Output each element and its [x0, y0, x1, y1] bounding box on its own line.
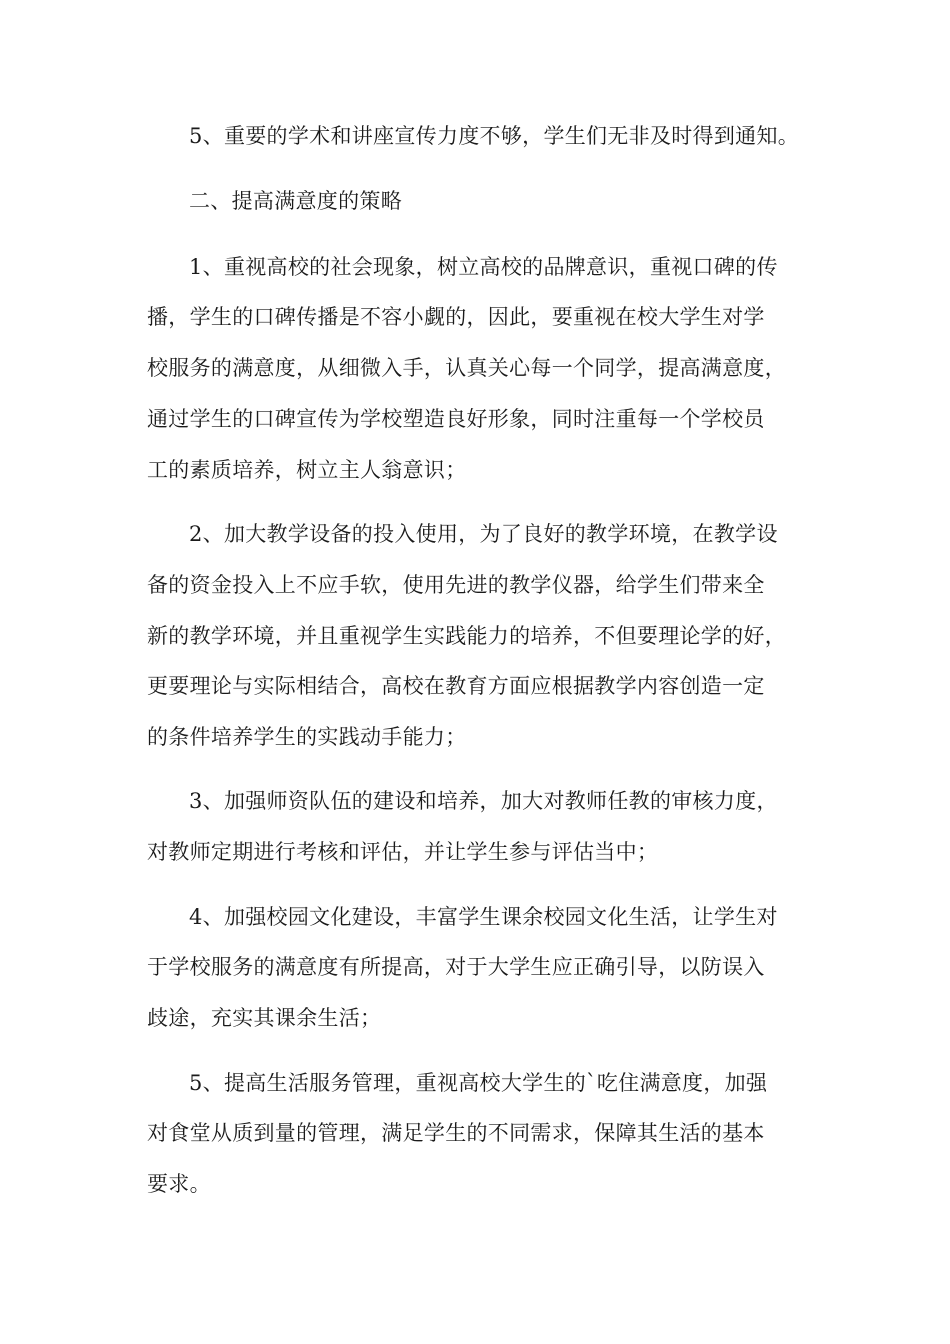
paragraph-line: 备的资金投入上不应手软，使用先进的教学仪器，给学生们带来全 — [147, 573, 765, 597]
paragraph-line: 歧途，充实其课余生活； — [147, 1006, 382, 1030]
paragraph-line: 新的教学环境，并且重视学生实践能力的培养，不但要理论学的好， — [147, 624, 786, 648]
paragraph-line: 工的素质培养，树立主人翁意识； — [147, 458, 467, 482]
paragraph-line: 要求。 — [147, 1172, 211, 1196]
paragraph-line: 通过学生的口碑宣传为学校塑造良好形象，同时注重每一个学校员 — [147, 407, 765, 431]
paragraph-line: 的条件培养学生的实践动手能力； — [147, 725, 467, 749]
paragraph-line: 5、提高生活服务管理，重视高校大学生的`吃住满意度，加强 — [189, 1071, 768, 1095]
paragraph-line: 4、加强校园文化建设，丰富学生课余校园文化生活，让学生对 — [189, 905, 778, 929]
paragraph-line: 5、重要的学术和讲座宣传力度不够，学生们无非及时得到通知。 — [189, 124, 800, 148]
paragraph-line: 更要理论与实际相结合，高校在教育方面应根据教学内容创造一定 — [147, 674, 765, 698]
paragraph-line: 1、重视高校的社会现象，树立高校的品牌意识，重视口碑的传 — [189, 255, 778, 279]
paragraph-line: 对食堂从质到量的管理，满足学生的不同需求，保障其生活的基本 — [147, 1121, 765, 1145]
paragraph-line: 对教师定期进行考核和评估，并让学生参与评估当中； — [147, 840, 659, 864]
paragraph-line: 于学校服务的满意度有所提高，对于大学生应正确引导，以防误入 — [147, 955, 765, 979]
paragraph-line: 校服务的满意度，从细微入手，认真关心每一个同学，提高满意度， — [147, 356, 786, 380]
paragraph-line: 播，学生的口碑传播是不容小觑的，因此，要重视在校大学生对学 — [147, 305, 765, 329]
section-heading: 二、提高满意度的策略 — [189, 189, 402, 213]
paragraph-line: 3、加强师资队伍的建设和培养，加大对教师任教的审核力度， — [189, 789, 778, 813]
paragraph-line: 2、加大教学设备的投入使用，为了良好的教学环境，在教学设 — [189, 522, 778, 546]
